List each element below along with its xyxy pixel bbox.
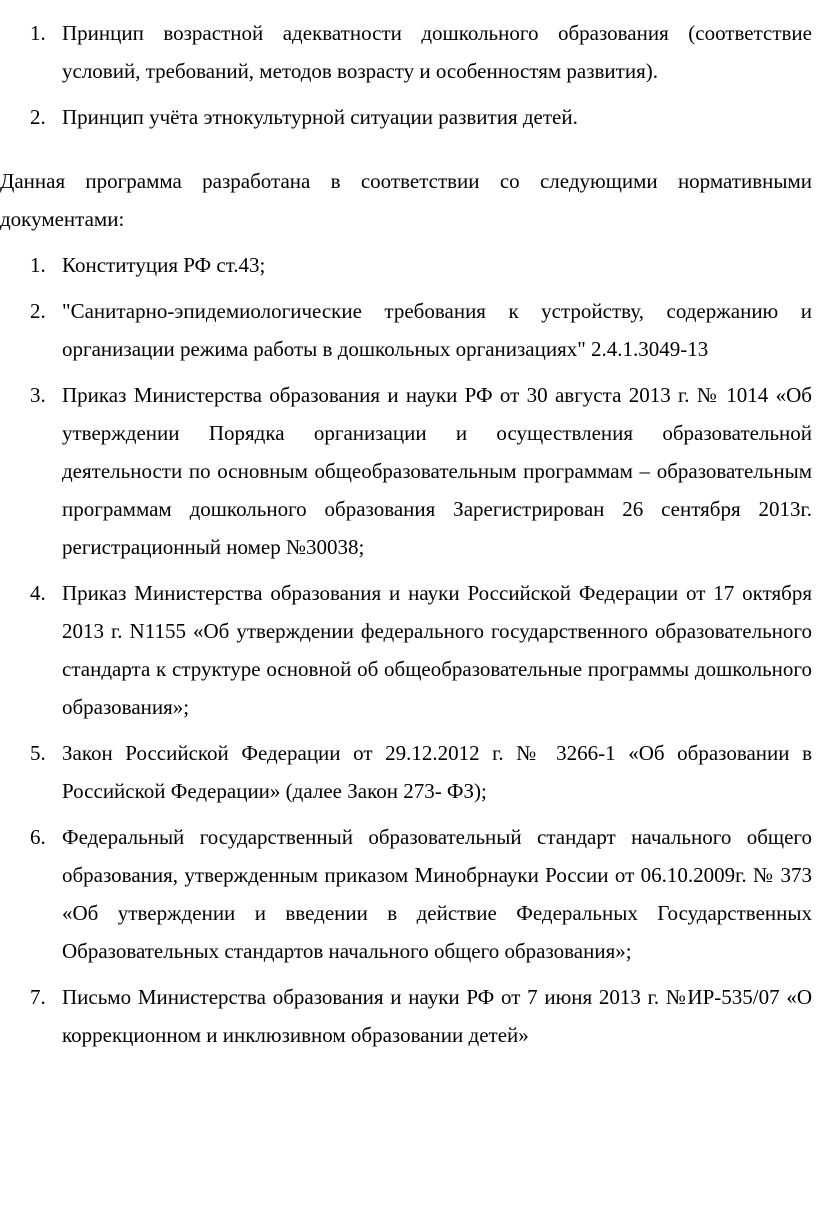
intro-paragraph: Данная программа разработана в соответствии со следующими нормативными документами: bbox=[0, 169, 812, 231]
list-item-text: Приказ Министерства образования и науки РФ от 30 августа 2013 г. № 1014 «Об утверждении Порядка организации и осуществления образовательной деятельности по основным общеобразовательным программам – образовательным программам дошкольного образования Зарегистрирован 26 сентября 2013г. регистрационный номер №30038; bbox=[62, 383, 812, 559]
principles-list bbox=[0, 14, 816, 136]
list-number: 1. bbox=[30, 21, 46, 45]
list-item-text: Принцип возрастной адекватности дошкольного образования (соответствие условий, требований, методов возрасту и особенностям развития). bbox=[62, 21, 812, 83]
list-item bbox=[0, 98, 816, 136]
list-number: 2. bbox=[30, 105, 46, 129]
list-number: 1. bbox=[30, 253, 46, 277]
list-item-text: Принцип учёта этнокультурной ситуации развития детей. bbox=[62, 105, 578, 129]
documents-list bbox=[0, 246, 816, 1054]
list-item bbox=[0, 734, 816, 810]
list-number: 2. bbox=[30, 299, 46, 323]
list-item-text: Конституция РФ ст.43; bbox=[62, 253, 266, 277]
list-item-text: Приказ Министерства образования и науки Российской Федерации от 17 октября 2013 г. N1155 «Об утверждении федерального государственного образовательного стандарта к структуре основной об общеобразовательные программы дошкольного образования»; bbox=[62, 581, 812, 719]
list-item bbox=[0, 246, 816, 284]
list-item bbox=[0, 574, 816, 726]
list-item bbox=[0, 818, 816, 970]
list-item bbox=[0, 14, 816, 90]
list-item bbox=[0, 376, 816, 566]
list-number: 4. bbox=[30, 581, 46, 605]
list-item-text: Письмо Министерства образования и науки РФ от 7 июня 2013 г. №ИР-535/07 «О коррекционном и инклюзивном образовании детей» bbox=[62, 985, 812, 1047]
list-item-text: Федеральный государственный образовательный стандарт начального общего образования, утвержденным приказом Минобрнауки России от 06.10.2009г. № 373 «Об утверждении и введении в действие Федеральных Государственных Образовательных стандартов начального общего образования»; bbox=[62, 825, 812, 963]
list-number: 5. bbox=[30, 741, 46, 765]
list-item-text: "Санитарно-эпидемиологические требования к устройству, содержанию и организации режима работы в дошкольных организациях" 2.4.1.3049-13 bbox=[62, 299, 812, 361]
list-number: 6. bbox=[30, 825, 46, 849]
list-item bbox=[0, 292, 816, 368]
list-number: 3. bbox=[30, 383, 46, 407]
list-number: 7. bbox=[30, 985, 46, 1009]
list-item bbox=[0, 978, 816, 1054]
list-item-text: Закон Российской Федерации от 29.12.2012 г. № 3266-1 «Об образовании в Российской Федерации» (далее Закон 273- ФЗ); bbox=[62, 741, 812, 803]
document-page bbox=[0, 14, 816, 1054]
